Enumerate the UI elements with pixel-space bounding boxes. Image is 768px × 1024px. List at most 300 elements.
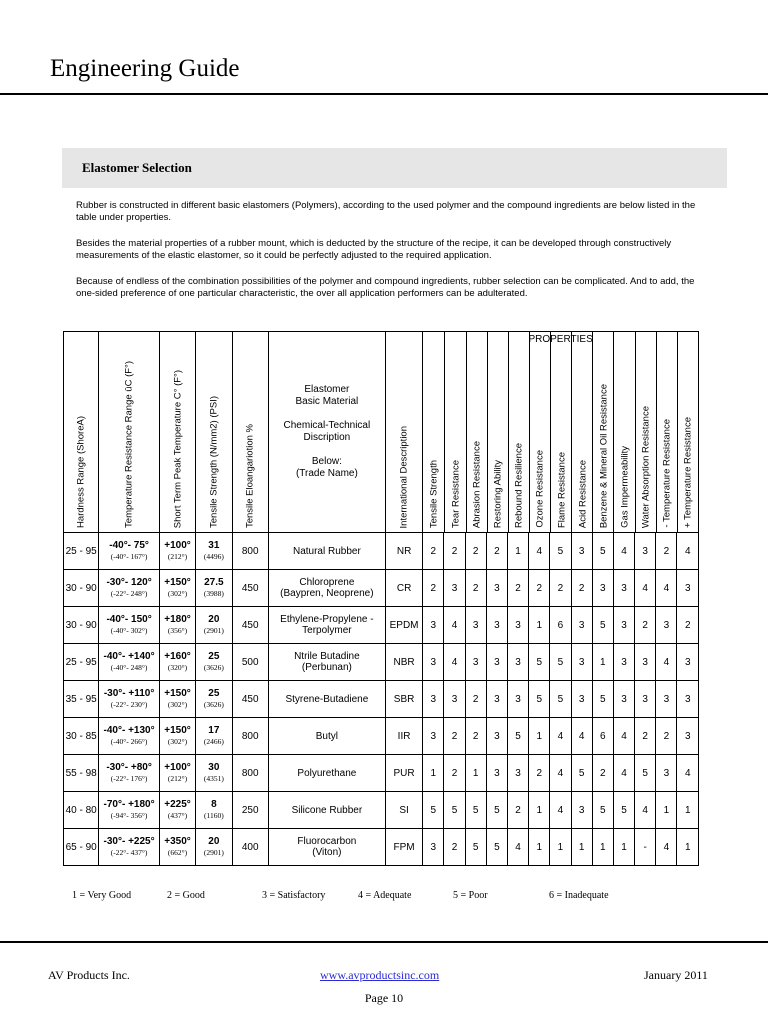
header-elongation-label: Tensile Eloangariotion % (244, 423, 256, 528)
rating-cell (444, 607, 465, 644)
rating-cell (486, 718, 507, 755)
peak-f-value: (356°) (167, 626, 188, 635)
rating-cell (529, 607, 550, 644)
rating-cell (677, 718, 699, 755)
table-row (64, 607, 699, 644)
rating-cell (656, 644, 677, 681)
peak-c-value: +225° (164, 799, 191, 810)
rating-cell (486, 829, 507, 866)
tensile-value: 31 (208, 540, 220, 551)
code-cell (385, 681, 422, 718)
tensile-value: 8 (211, 799, 217, 810)
tensile-cell (196, 792, 232, 829)
material-code: CR (396, 582, 412, 594)
rating-cell (486, 570, 507, 607)
rating-value: 4 (684, 767, 691, 779)
property-header-1 (444, 332, 466, 532)
peak-temp-cell (159, 718, 195, 755)
rating-cell (656, 681, 677, 718)
rating-value: 3 (472, 619, 479, 631)
header-intl-desc-label: International Description (398, 425, 410, 528)
material-code: EPDM (389, 619, 419, 631)
elongation-cell (232, 533, 268, 570)
rating-value: 4 (515, 841, 521, 853)
property-header-11 (656, 332, 678, 532)
property-header-4 (508, 332, 530, 532)
rating-cell (465, 718, 486, 755)
peak-c-value: +350° (164, 836, 191, 847)
rating-value: 3 (430, 693, 437, 705)
rating-cell (571, 829, 592, 866)
material-name-2: Terpolymer (302, 625, 352, 636)
rating-value: 4 (663, 656, 670, 668)
peak-f-value: (212°) (167, 774, 188, 783)
code-cell (385, 607, 422, 644)
rating-value: 3 (600, 582, 606, 594)
rating-cell (444, 829, 465, 866)
legend-item-3: 3 = Satisfactory (262, 890, 326, 901)
rating-cell (656, 570, 677, 607)
hardness-cell (64, 570, 99, 607)
rating-value: 5 (557, 693, 564, 705)
elongation-value: 800 (241, 545, 259, 557)
rating-value: 3 (494, 730, 500, 742)
rating-value: 2 (430, 582, 437, 594)
hardness-cell (64, 755, 99, 792)
rating-cell (465, 533, 486, 570)
rating-cell (444, 533, 465, 570)
rating-cell (507, 829, 528, 866)
header-properties-title: PROPERTIES (528, 334, 593, 345)
tensile-cell (196, 681, 232, 718)
temp-f-value: (-22°- 230°) (110, 700, 148, 709)
hardness-value: 40 - 80 (65, 804, 97, 816)
code-cell (385, 792, 422, 829)
rating-cell (550, 570, 571, 607)
elongation-cell (232, 755, 268, 792)
rating-cell (571, 792, 592, 829)
material-name: Natural Rubber (292, 545, 361, 557)
rating-value: - (643, 841, 647, 853)
hardness-cell (64, 718, 99, 755)
temp-c-value: -40°- 150° (106, 614, 152, 625)
footer-rule (0, 941, 768, 943)
rating-cell (613, 644, 634, 681)
rating-value: 5 (494, 804, 500, 816)
hardness-value: 30 - 90 (65, 619, 97, 631)
rating-cell (677, 570, 699, 607)
material-name: Chloroprene (299, 577, 355, 588)
material-name: Ethylene-Propylene - (280, 614, 374, 625)
rating-value: 2 (494, 545, 500, 557)
rating-cell (507, 755, 528, 792)
rating-value: 3 (684, 730, 691, 742)
rating-cell (486, 644, 507, 681)
rating-value: 3 (663, 767, 670, 779)
rating-value: 3 (451, 582, 458, 594)
material-code: NBR (393, 656, 415, 668)
rating-value: 5 (536, 693, 543, 705)
material-code: NR (396, 545, 412, 557)
temp-f-value: (-40°- 248°) (110, 663, 148, 672)
rating-cell (592, 829, 613, 866)
table-header-row (64, 332, 699, 533)
footer-website-link[interactable]: www.avproductsinc.com (320, 968, 440, 982)
legend-item-5: 5 = Poor (453, 890, 488, 901)
material-cell (268, 792, 385, 829)
rating-cell (571, 607, 592, 644)
rating-value: 3 (642, 656, 648, 668)
elongation-cell (232, 829, 268, 866)
rating-cell (635, 570, 656, 607)
property-header-5 (529, 332, 551, 532)
property-header-label: Tear Resistance (450, 459, 462, 528)
rating-value: 3 (494, 693, 500, 705)
rating-value: 3 (494, 582, 500, 594)
hardness-value: 25 - 95 (65, 545, 97, 557)
rating-cell (613, 755, 634, 792)
rating-value: 4 (642, 582, 648, 594)
table-row (64, 644, 699, 681)
temp-c-value: -70°- +180° (103, 799, 155, 810)
rating-value: 4 (451, 656, 458, 668)
header-temp-range (99, 332, 160, 533)
elongation-cell (232, 644, 268, 681)
temp-f-value: (-40°- 167°) (110, 552, 148, 561)
elongation-value: 450 (241, 582, 259, 594)
tensile-value: 27.5 (204, 577, 224, 588)
rating-cell (507, 607, 528, 644)
property-header-label: Benzene & Mineral Oil Resistance (598, 383, 610, 528)
rating-cell (444, 681, 465, 718)
tensile-psi-value: (2466) (203, 737, 224, 746)
material-name-2: (Perbunan) (301, 662, 352, 673)
tensile-cell (196, 755, 232, 792)
rating-value: 3 (621, 582, 627, 594)
tensile-value: 25 (208, 651, 220, 662)
peak-temp-cell (159, 681, 195, 718)
rating-cell (613, 607, 634, 644)
rating-cell (423, 829, 444, 866)
property-header-label: Flame Resistance (556, 451, 568, 528)
material-cell (268, 718, 385, 755)
rating-cell (529, 644, 550, 681)
rating-cell (677, 755, 699, 792)
section-title: Elastomer Selection (82, 160, 192, 175)
rating-value: 1 (536, 619, 543, 631)
rating-cell (423, 644, 444, 681)
rating-cell (571, 570, 592, 607)
code-cell (385, 755, 422, 792)
rating-value: 4 (557, 804, 564, 816)
rating-value: 5 (472, 841, 479, 853)
rating-cell (465, 607, 486, 644)
rating-value: 4 (663, 582, 670, 594)
rating-value: 3 (684, 656, 691, 668)
rating-cell (507, 681, 528, 718)
code-cell (385, 644, 422, 681)
peak-c-value: +150° (164, 688, 191, 699)
rating-cell (550, 829, 571, 866)
rating-value: 5 (472, 804, 479, 816)
temp-range-cell (99, 533, 160, 570)
rating-cell (529, 718, 550, 755)
rating-cell (550, 681, 571, 718)
rating-cell (507, 570, 528, 607)
rating-value: 1 (600, 656, 606, 668)
material-cell (268, 644, 385, 681)
temp-f-value: (-22°- 248°) (110, 589, 148, 598)
table-row (64, 570, 699, 607)
property-header-label: - Temperature Resistance (661, 419, 673, 528)
code-cell (385, 570, 422, 607)
hardness-value: 65 - 90 (65, 841, 97, 853)
header-tensile-strength-label: Tensile Strength (N/mm2) (PSI) (208, 396, 220, 528)
table-row (64, 718, 699, 755)
material-code: SI (399, 804, 409, 816)
property-header-label: Tensile Strength (428, 459, 440, 528)
rating-cell (635, 792, 656, 829)
material-name: Fluorocarbon (297, 836, 357, 847)
peak-c-value: +160° (164, 651, 191, 662)
header-elastomer-line5: Below: (311, 456, 342, 467)
legend-item-4: 4 = Adequate (358, 890, 412, 901)
rating-cell (656, 718, 677, 755)
hardness-value: 35 - 95 (65, 693, 97, 705)
rating-cell (592, 570, 613, 607)
tensile-cell (196, 644, 232, 681)
tensile-value: 25 (208, 688, 220, 699)
elongation-cell (232, 607, 268, 644)
material-code: PUR (393, 767, 415, 779)
temp-f-value: (-94°- 356°) (110, 811, 148, 820)
rating-cell (507, 533, 528, 570)
rating-value: 5 (600, 693, 606, 705)
rating-value: 3 (642, 693, 648, 705)
rating-value: 3 (578, 656, 585, 668)
peak-temp-cell (159, 755, 195, 792)
rating-cell (550, 718, 571, 755)
header-temp-range-label: Temperature Resistance Range ûC (F°) (123, 361, 135, 528)
property-header-label: Abrasion Resistance (471, 440, 483, 528)
rating-value: 5 (600, 619, 606, 631)
rating-cell (677, 607, 699, 644)
rating-value: 2 (430, 545, 437, 557)
rating-value: 2 (451, 545, 458, 557)
hardness-value: 25 - 95 (65, 656, 97, 668)
rating-cell (677, 644, 699, 681)
property-header-3 (487, 332, 509, 532)
rating-value: 3 (472, 656, 479, 668)
rating-cell (613, 681, 634, 718)
rating-cell (592, 718, 613, 755)
header-peak-temp (159, 332, 195, 533)
rating-cell (550, 607, 571, 644)
property-header-label: Water Absorption Resistance (640, 405, 652, 528)
rating-value: 1 (536, 841, 543, 853)
table-body (64, 533, 699, 866)
rating-value: 3 (642, 545, 648, 557)
rating-value: 2 (451, 841, 458, 853)
rating-value: 1 (536, 730, 543, 742)
peak-temp-cell (159, 829, 195, 866)
footer-page-number: Page 10 (364, 991, 404, 1005)
rating-value: 4 (663, 841, 670, 853)
rating-value: 5 (536, 656, 543, 668)
rating-value: 2 (515, 582, 521, 594)
tensile-value: 20 (208, 614, 220, 625)
rating-value: 3 (515, 656, 521, 668)
temp-range-cell (99, 607, 160, 644)
elongation-value: 450 (241, 619, 259, 631)
rating-cell (677, 681, 699, 718)
code-cell (385, 718, 422, 755)
rating-value: 5 (494, 841, 500, 853)
rating-cell (571, 681, 592, 718)
rating-cell (423, 607, 444, 644)
peak-temp-cell (159, 644, 195, 681)
rating-cell (507, 644, 528, 681)
temp-f-value: (-40°- 302°) (110, 626, 148, 635)
table-row (64, 792, 699, 829)
rating-cell (592, 533, 613, 570)
property-header-label: + Temperature Resistance (682, 417, 694, 528)
rating-value: 5 (557, 545, 564, 557)
elongation-cell (232, 792, 268, 829)
rating-value: 3 (621, 693, 627, 705)
rating-cell (529, 681, 550, 718)
rating-value: 2 (451, 767, 458, 779)
elongation-value: 500 (241, 656, 259, 668)
tensile-cell (196, 718, 232, 755)
rating-cell (444, 570, 465, 607)
rating-value: 3 (430, 841, 437, 853)
peak-c-value: +150° (164, 725, 191, 736)
legend-item-6: 6 = Inadequate (549, 890, 609, 901)
tensile-psi-value: (2901) (203, 848, 224, 857)
peak-f-value: (302°) (167, 737, 188, 746)
rating-cell (529, 755, 550, 792)
rating-value: 6 (557, 619, 564, 631)
header-elastomer-line2: Basic Material (295, 396, 359, 407)
rating-cell (635, 718, 656, 755)
rating-value: 3 (578, 545, 585, 557)
rating-value: 5 (600, 545, 606, 557)
rating-cell (465, 644, 486, 681)
rating-cell (507, 718, 528, 755)
rating-value: 4 (451, 619, 458, 631)
header-hardness (64, 332, 99, 533)
rating-cell (677, 829, 699, 866)
rating-cell (444, 755, 465, 792)
rating-cell (656, 755, 677, 792)
rating-value: 2 (536, 582, 543, 594)
intro-paragraph-1: Rubber is constructed in different basic elastomers (Polymers), according to the used polymer and the compound ingredients are below listed in the table under properties. (76, 200, 696, 223)
rating-cell (571, 718, 592, 755)
table-row (64, 829, 699, 866)
tensile-value: 20 (208, 836, 220, 847)
rating-cell (529, 533, 550, 570)
temp-range-cell (99, 718, 160, 755)
rating-value: 3 (515, 693, 521, 705)
property-header-label: Restoring Ability (492, 459, 504, 528)
material-cell (268, 829, 385, 866)
tensile-psi-value: (2901) (203, 626, 224, 635)
property-header-10 (635, 332, 657, 532)
temp-c-value: -40°- 75° (109, 540, 149, 551)
header-intl-desc (385, 332, 422, 533)
rating-value: 3 (684, 693, 691, 705)
rating-value: 2 (557, 582, 564, 594)
rating-cell (550, 533, 571, 570)
peak-f-value: (437°) (167, 811, 188, 820)
temp-f-value: (-22°- 176°) (110, 774, 148, 783)
hardness-cell (64, 644, 99, 681)
elongation-cell (232, 570, 268, 607)
page-header-title: Engineering Guide (50, 55, 240, 82)
rating-value: 1 (515, 545, 521, 557)
rating-value: 2 (642, 619, 648, 631)
rating-cell (444, 718, 465, 755)
material-cell (268, 533, 385, 570)
elastomer-properties-table (63, 331, 699, 866)
rating-cell (571, 533, 592, 570)
peak-f-value: (662°) (167, 848, 188, 857)
rating-value: 2 (472, 582, 479, 594)
rating-cell (635, 755, 656, 792)
rating-cell (677, 792, 699, 829)
hardness-cell (64, 607, 99, 644)
rating-value: 1 (684, 804, 691, 816)
temp-f-value: (-22°- 437°) (110, 848, 148, 857)
rating-value: 3 (684, 582, 691, 594)
rating-value: 2 (451, 730, 458, 742)
material-cell (268, 607, 385, 644)
header-elastomer-line4: Discription (303, 432, 351, 443)
header-tensile-strength (196, 332, 232, 533)
rating-cell (592, 792, 613, 829)
property-header-label: Rebound Resilience (513, 442, 525, 528)
rating-value: 3 (578, 693, 585, 705)
tensile-psi-value: (3988) (203, 589, 224, 598)
temp-range-cell (99, 681, 160, 718)
tensile-cell (196, 533, 232, 570)
rating-cell (550, 755, 571, 792)
rating-value: 1 (621, 841, 627, 853)
header-peak-temp-label: Short Term Peak Temperature C° (F°) (172, 369, 184, 528)
peak-temp-cell (159, 607, 195, 644)
rating-value: 2 (472, 693, 479, 705)
rating-cell (635, 644, 656, 681)
temp-range-cell (99, 570, 160, 607)
rating-cell (613, 570, 634, 607)
hardness-cell (64, 533, 99, 570)
rating-cell (529, 570, 550, 607)
rating-cell (444, 792, 465, 829)
material-name: Butyl (315, 730, 338, 742)
rating-cell (613, 792, 634, 829)
tensile-cell (196, 607, 232, 644)
rating-cell (592, 755, 613, 792)
footer-date: January 2011 (644, 968, 708, 982)
property-header-7 (571, 332, 593, 532)
tensile-cell (196, 829, 232, 866)
rating-cell (635, 681, 656, 718)
property-header-label: Gas Impermeability (619, 446, 631, 528)
rating-value: 4 (578, 730, 585, 742)
intro-paragraph-3: Because of endless of the combination possibilities of the polymer and compound ingredients, rubber selection can be complicated. And to add, the one-sided preference of one particular characteristic, the over all application performers can be adulterated. (76, 276, 695, 299)
rating-value: 3 (663, 619, 670, 631)
